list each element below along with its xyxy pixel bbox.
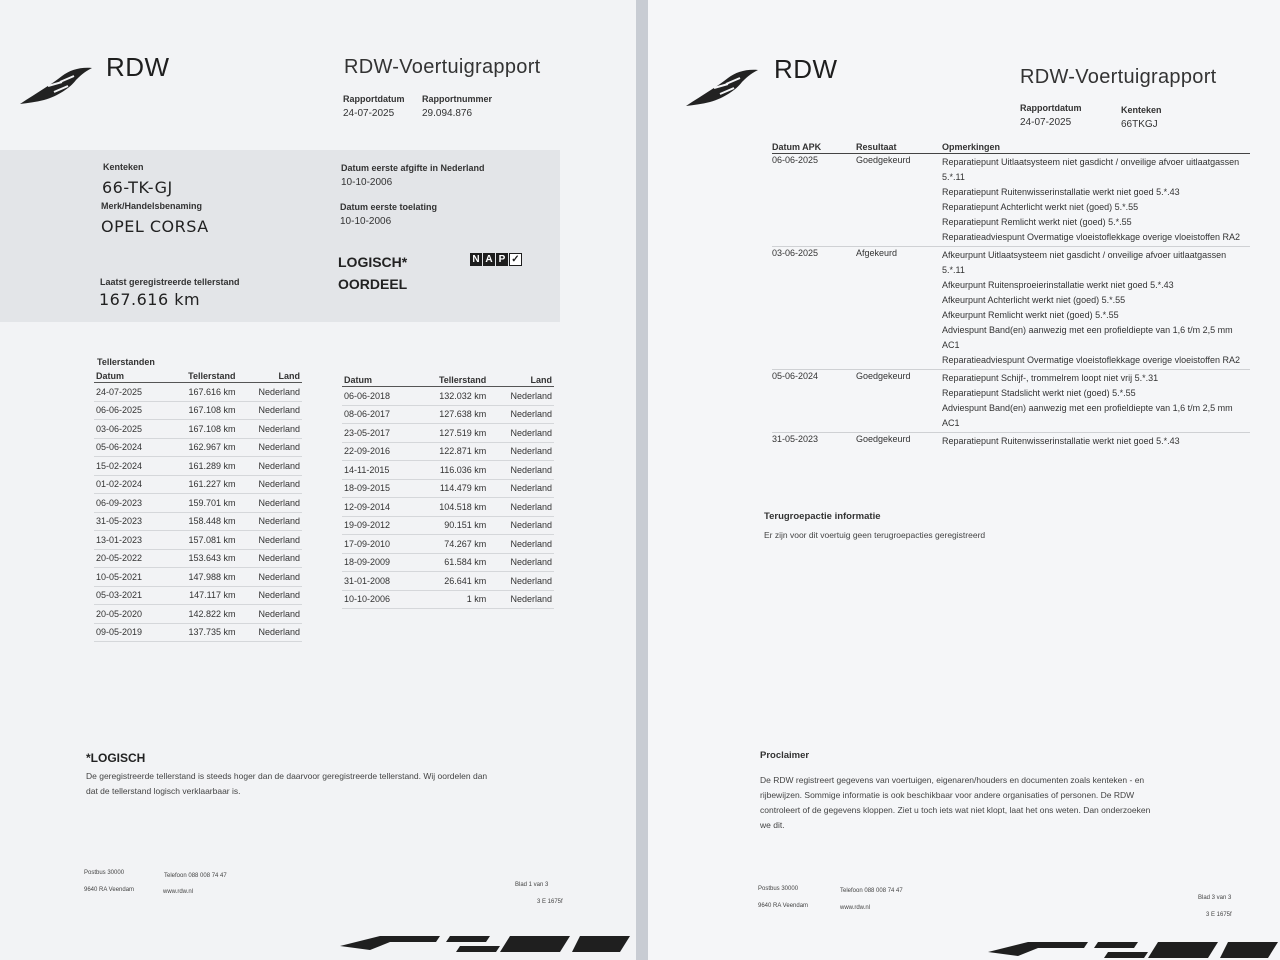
odometer-section-title: Tellerstanden — [97, 357, 155, 367]
report-number-label: Rapportnummer — [422, 94, 493, 104]
odometer-value: 167.616 km — [99, 290, 201, 309]
cell-reading: 161.227 km — [165, 475, 238, 494]
report-title: RDW-Voertuigrapport — [344, 56, 541, 78]
table-row — [342, 590, 554, 609]
table-row — [342, 442, 554, 461]
cell-date: 15-02-2024 — [94, 457, 165, 476]
table-row — [342, 516, 554, 535]
cell-country: Nederland — [488, 498, 554, 517]
table-row — [94, 586, 302, 605]
table-row — [94, 383, 302, 402]
check-icon: ✓ — [509, 253, 522, 266]
cell-country: Nederland — [488, 405, 554, 424]
odometer-table-right — [342, 374, 554, 609]
cell-date: 17-09-2010 — [342, 535, 414, 554]
col-header-result: Resultaat — [856, 142, 942, 154]
plate-value: 66-TK-GJ — [102, 178, 173, 197]
table-row — [342, 553, 554, 572]
plate-label: Kenteken — [103, 162, 144, 172]
col-header-country: Land — [238, 370, 302, 383]
footnote-title: *LOGISCH — [86, 751, 146, 765]
cell-date: 10-10-2006 — [342, 590, 414, 609]
report-date-label: Rapportdatum — [1020, 103, 1082, 113]
cell-country: Nederland — [488, 535, 554, 554]
apk-remark: Reparatiepunt Remlicht werkt niet (goed) 5.*.55 — [942, 217, 1132, 227]
apk-row — [772, 154, 1250, 247]
cell-reading: 167.108 km — [165, 420, 238, 439]
cell-country: Nederland — [488, 479, 554, 498]
cell-country: Nederland — [238, 586, 302, 605]
cell-country: Nederland — [488, 461, 554, 480]
odometer-table-left — [94, 370, 302, 642]
report-date-value: 24-07-2025 — [1020, 117, 1072, 128]
footer-page-number: Blad 3 van 3 — [1198, 895, 1232, 901]
cell-country: Nederland — [488, 516, 554, 535]
report-title: RDW-Voertuigrapport — [1020, 66, 1217, 88]
table-row — [342, 387, 554, 406]
cell-country: Nederland — [238, 605, 302, 624]
col-header-country: Land — [488, 374, 554, 387]
cell-reading: 61.584 km — [414, 553, 488, 572]
table-row — [342, 479, 554, 498]
cell-date: 03-06-2025 — [94, 420, 165, 439]
table-row — [94, 401, 302, 420]
cell-date: 20-05-2022 — [94, 549, 165, 568]
cell-date: 31-01-2008 — [342, 572, 414, 591]
report-date-label: Rapportdatum — [343, 94, 405, 104]
table-row — [342, 405, 554, 424]
apk-row — [772, 247, 1250, 370]
cell-reading: 114.479 km — [414, 479, 488, 498]
cell-country: Nederland — [488, 572, 554, 591]
cell-country: Nederland — [238, 568, 302, 587]
cell-country: Nederland — [238, 475, 302, 494]
cell-country: Nederland — [238, 401, 302, 420]
cell-date: 18-09-2009 — [342, 553, 414, 572]
disclaimer-line-2: rijbewijzen. Sommige informatie is ook beschikbaar voor andere organisaties of personen. De RDW — [760, 790, 1135, 800]
cell-reading: 158.448 km — [165, 512, 238, 531]
recall-title: Terugroepactie informatie — [764, 511, 881, 522]
apk-date: 03-06-2025 — [772, 247, 856, 370]
apk-remarks — [942, 433, 1250, 451]
table-row — [94, 549, 302, 568]
apk-remark: Afkeurpunt Achterlicht werkt niet (goed) 5.*.55 — [942, 295, 1126, 305]
report-date-value: 24-07-2025 — [343, 108, 395, 119]
table-row — [94, 512, 302, 531]
cell-reading: 90.151 km — [414, 516, 488, 535]
cell-date: 10-05-2021 — [94, 568, 165, 587]
cell-country: Nederland — [488, 442, 554, 461]
table-row — [94, 494, 302, 513]
cell-reading: 157.081 km — [165, 531, 238, 550]
first-nl-label: Datum eerste afgifte in Nederland — [341, 163, 485, 173]
col-header-reading: Tellerstand — [414, 374, 488, 387]
cell-reading: 161.289 km — [165, 457, 238, 476]
footer-web: www.rdw.nl — [163, 889, 194, 895]
apk-row — [772, 433, 1250, 451]
footer-web: www.rdw.nl — [840, 905, 871, 911]
brand-name: RDW — [106, 52, 170, 82]
disclaimer-title: Proclaimer — [760, 750, 810, 761]
make-value: OPEL CORSA — [101, 217, 209, 236]
cell-reading: 142.822 km — [165, 605, 238, 624]
report-number-value: 29.094.876 — [422, 108, 473, 119]
table-row — [342, 461, 554, 480]
cell-date: 08-06-2017 — [342, 405, 414, 424]
report-page-1 — [0, 0, 636, 960]
cell-date: 06-06-2018 — [342, 387, 414, 406]
apk-history-table — [772, 142, 1250, 450]
table-row — [342, 424, 554, 443]
cell-country: Nederland — [238, 531, 302, 550]
cell-date: 06-09-2023 — [94, 494, 165, 513]
cell-reading: 167.108 km — [165, 401, 238, 420]
cell-date: 12-09-2014 — [342, 498, 414, 517]
footer-page-number: Blad 1 van 3 — [515, 882, 549, 888]
nap-badge — [470, 253, 522, 266]
footnote-text-line-2: dat de tellerstand logisch verklaarbaar is. — [86, 786, 241, 796]
cell-country: Nederland — [238, 623, 302, 642]
nap-letter: N — [470, 253, 482, 266]
cell-date: 01-02-2024 — [94, 475, 165, 494]
cell-country: Nederland — [488, 424, 554, 443]
disclaimer-line-1: De RDW registreert gegevens van voertuigen, eigenaren/houders en documenten zoals kenteken - en — [760, 775, 1145, 785]
cell-date: 20-05-2020 — [94, 605, 165, 624]
first-nl-value: 10-10-2006 — [341, 177, 393, 188]
table-row — [94, 605, 302, 624]
footer-code: 3 E 1675f — [537, 899, 563, 905]
cell-country: Nederland — [238, 549, 302, 568]
cell-date: 22-09-2016 — [342, 442, 414, 461]
table-row — [94, 475, 302, 494]
cell-reading: 122.871 km — [414, 442, 488, 461]
apk-remark: Adviespunt Band(en) aanwezig met een profieldiepte van 1,6 t/m 2,5 mm AC1 — [942, 403, 1233, 428]
cell-country: Nederland — [238, 512, 302, 531]
table-row — [94, 457, 302, 476]
cell-country: Nederland — [488, 590, 554, 609]
cell-date: 09-05-2019 — [94, 623, 165, 642]
apk-remark: Adviespunt Band(en) aanwezig met een profieldiepte van 1,6 t/m 2,5 mm AC1 — [942, 325, 1233, 350]
brand-name: RDW — [774, 54, 838, 84]
apk-result: Goedgekeurd — [856, 154, 942, 247]
table-row — [342, 535, 554, 554]
footer-code: 3 E 1675f — [1206, 912, 1232, 918]
apk-remark: Reparatiepunt Achterlicht werkt niet (goed) 5.*.55 — [942, 202, 1139, 212]
cell-reading: 162.967 km — [165, 438, 238, 457]
footnote-text-line-1: De geregistreerde tellerstand is steeds hoger dan de daarvoor geregistreerde tellerstand. Wij oordelen dan — [86, 771, 488, 781]
col-header-date: Datum — [342, 374, 414, 387]
vehicle-summary-panel — [0, 150, 560, 322]
cell-reading: 104.518 km — [414, 498, 488, 517]
apk-date: 06-06-2025 — [772, 154, 856, 247]
cell-reading: 127.519 km — [414, 424, 488, 443]
cell-reading: 1 km — [414, 590, 488, 609]
plate-value: 66TKGJ — [1121, 119, 1158, 130]
cell-reading: 26.641 km — [414, 572, 488, 591]
verdict-text — [338, 251, 407, 295]
apk-remark: Reparatieadviespunt Overmatige vloeistoflekkage overige vloeistoffen RA2 — [942, 232, 1241, 242]
table-row — [94, 438, 302, 457]
apk-remark: Reparatiepunt Stadslicht werkt niet (goed) 5.*.55 — [942, 388, 1136, 398]
footer-city: 9640 RA Veendam — [758, 903, 809, 909]
recall-text: Er zijn voor dit voertuig geen terugroepacties geregistreerd — [764, 530, 986, 540]
cell-date: 13-01-2023 — [94, 531, 165, 550]
apk-result: Goedgekeurd — [856, 370, 942, 433]
apk-remark: Afkeurpunt Remlicht werkt niet (goed) 5.*.55 — [942, 310, 1119, 320]
cell-reading: 147.117 km — [165, 586, 238, 605]
plate-label: Kenteken — [1121, 105, 1162, 115]
table-row — [94, 623, 302, 642]
cell-reading: 74.267 km — [414, 535, 488, 554]
cell-country: Nederland — [238, 438, 302, 457]
make-label: Merk/Handelsbenaming — [101, 201, 203, 211]
cell-reading: 116.036 km — [414, 461, 488, 480]
cell-reading: 132.032 km — [414, 387, 488, 406]
apk-result: Goedgekeurd — [856, 433, 942, 451]
disclaimer-line-3: controleert of de gegevens kloppen. Ziet u toch iets wat niet klopt, laat het ons weten. Dan onderzoeken — [760, 805, 1151, 815]
cell-date: 06-06-2025 — [94, 401, 165, 420]
verdict-line-2: OORDEEL — [338, 276, 408, 292]
cell-date: 31-05-2023 — [94, 512, 165, 531]
report-page-2 — [648, 0, 1280, 960]
cell-date: 19-09-2012 — [342, 516, 414, 535]
footer-postbus: Postbus 30000 — [758, 886, 799, 892]
cell-country: Nederland — [238, 420, 302, 439]
table-row — [94, 420, 302, 439]
first-admission-label: Datum eerste toelating — [340, 202, 438, 212]
first-admission-value: 10-10-2006 — [340, 216, 392, 227]
cell-country: Nederland — [238, 494, 302, 513]
footer-stripe-graphic — [340, 928, 630, 960]
apk-remark: Afkeurpunt Ruitensproeierinstallatie werkt niet goed 5.*.43 — [942, 280, 1174, 290]
footer-stripe-graphic — [988, 936, 1278, 960]
cell-date: 24-07-2025 — [94, 383, 165, 402]
cell-reading: 153.643 km — [165, 549, 238, 568]
table-row — [342, 572, 554, 591]
cell-reading: 167.616 km — [165, 383, 238, 402]
disclaimer-line-4: we dit. — [760, 820, 785, 830]
apk-remark: Reparatiepunt Ruitenwisserinstallatie werkt niet goed 5.*.43 — [942, 187, 1180, 197]
apk-remark: Reparatiepunt Ruitenwisserinstallatie werkt niet goed 5.*.43 — [942, 436, 1180, 446]
apk-remark: Reparatiepunt Uitlaatsysteem niet gasdicht / onveilige afvoer uitlaatgassen 5.*.11 — [942, 157, 1240, 182]
rdw-feather-logo-icon — [684, 64, 764, 108]
cell-reading: 159.701 km — [165, 494, 238, 513]
cell-date: 05-03-2021 — [94, 586, 165, 605]
cell-country: Nederland — [488, 553, 554, 572]
apk-remarks — [942, 370, 1250, 433]
apk-remarks — [942, 154, 1250, 247]
apk-remarks — [942, 247, 1250, 370]
footer-city: 9640 RA Veendam — [84, 887, 135, 893]
cell-reading: 137.735 km — [165, 623, 238, 642]
rdw-feather-logo-icon — [18, 62, 98, 106]
apk-remark: Afkeurpunt Uitlaatsysteem niet gasdicht / onveilige afvoer uitlaatgassen 5.*.11 — [942, 250, 1227, 275]
apk-remark: Reparatiepunt Schijf-, trommelrem loopt niet vrij 5.*.31 — [942, 373, 1159, 383]
odometer-label: Laatst geregistreerde tellerstand — [100, 277, 240, 287]
cell-reading: 127.638 km — [414, 405, 488, 424]
cell-date: 05-06-2024 — [94, 438, 165, 457]
col-header-remarks: Opmerkingen — [942, 142, 1250, 154]
table-row — [94, 568, 302, 587]
col-header-apk-date: Datum APK — [772, 142, 856, 154]
cell-reading: 147.988 km — [165, 568, 238, 587]
nap-letter: A — [483, 253, 495, 266]
col-header-date: Datum — [94, 370, 165, 383]
footer-phone: Telefoon 088 008 74 47 — [164, 873, 227, 879]
cell-date: 23-05-2017 — [342, 424, 414, 443]
cell-country: Nederland — [238, 457, 302, 476]
table-row — [342, 498, 554, 517]
apk-date: 05-06-2024 — [772, 370, 856, 433]
apk-row — [772, 370, 1250, 433]
nap-letter: P — [496, 253, 508, 266]
footer-phone: Telefoon 088 008 74 47 — [840, 888, 903, 894]
apk-remark: Reparatieadviespunt Overmatige vloeistoflekkage overige vloeistoffen RA2 — [942, 355, 1241, 365]
cell-country: Nederland — [488, 387, 554, 406]
cell-date: 18-09-2015 — [342, 479, 414, 498]
table-row — [94, 531, 302, 550]
cell-date: 14-11-2015 — [342, 461, 414, 480]
verdict-line-1: LOGISCH* — [338, 254, 408, 270]
col-header-reading: Tellerstand — [165, 370, 238, 383]
footer-postbus: Postbus 30000 — [84, 870, 125, 876]
apk-date: 31-05-2023 — [772, 433, 856, 451]
apk-result: Afgekeurd — [856, 247, 942, 370]
cell-country: Nederland — [238, 383, 302, 402]
